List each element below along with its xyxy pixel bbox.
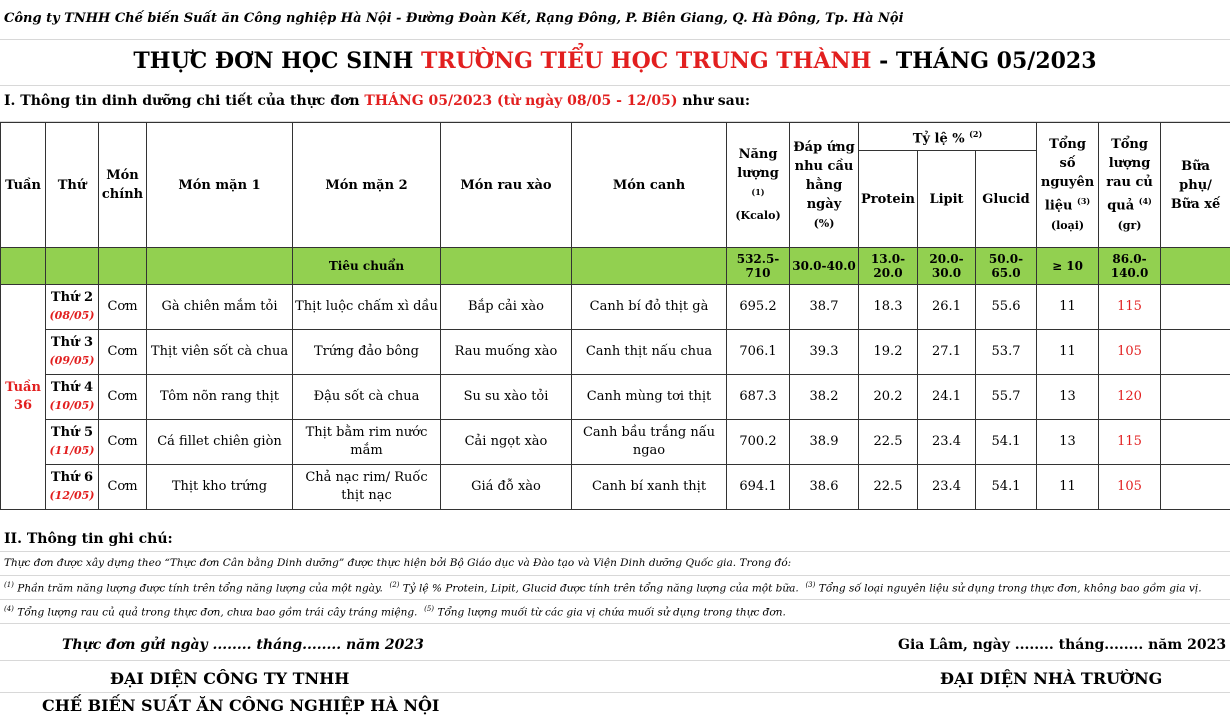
man-1: Gà chiên mắm tỏi [147, 285, 293, 330]
canh: Canh bí xanh thịt [572, 465, 727, 510]
need: 39.3 [790, 330, 859, 375]
rau-xao: Bắp cải xào [441, 285, 572, 330]
header-bua-phu: Bữa phụ/ Bữa xế [1161, 123, 1230, 248]
ingredients: 11 [1037, 465, 1099, 510]
lipit: 26.1 [918, 285, 976, 330]
man-2: Thịt bằm rim nước mắm [293, 420, 441, 465]
signature-titles [0, 664, 1230, 694]
standard-energy: 532.5-710 [727, 248, 790, 285]
canh: Canh mùng tơi thịt [572, 375, 727, 420]
signature-company [0, 694, 1230, 722]
glucid: 55.6 [976, 285, 1037, 330]
man-2: Đậu sốt cà chua [293, 375, 441, 420]
title-school: TRƯỜNG TIỂU HỌC TRUNG THÀNH [420, 48, 872, 74]
header-lipit: Lipit [918, 151, 976, 248]
section-1-heading [0, 86, 1230, 122]
main-dish: Cơm [99, 420, 147, 465]
glucid: 54.1 [976, 420, 1037, 465]
man-2: Thịt luộc chấm xì dầu [293, 285, 441, 330]
day-cell: Thứ 4 (10/05) [46, 375, 99, 420]
day-cell: Thứ 3 (09/05) [46, 330, 99, 375]
school-rep: ĐẠI DIỆN NHÀ TRƯỜNG [940, 669, 1163, 688]
section-1-highlight: THÁNG 05/2023 (từ ngày 08/05 - 12/05) [364, 93, 678, 109]
header-tuan: Tuần [1, 123, 46, 248]
table-row [1, 285, 1230, 330]
snack [1161, 330, 1230, 375]
standard-need: 30.0-40.0 [790, 248, 859, 285]
main-dish: Cơm [99, 285, 147, 330]
energy: 706.1 [727, 330, 790, 375]
energy: 687.3 [727, 375, 790, 420]
note-line-1: $^{(1)}$ Phần trăm năng lượng được tính trên tổng năng lượng của một ngày. $^{(2)}$ Tỷ lệ % Protein, Lipit, Glucid được tính trên tổng năng lượng của một bữa. $^{(3)}$ Tổng số loại nguyên liệu sử dụng trong thực đơn, không bao gồm gia vị. [0, 576, 1230, 600]
note-line-2: $^{(4)}$ Tổng lượng rau củ quả trong thực đơn, chưa bao gồm trái cây tráng miệng. $^{(5)}$ Tổng lượng muối từ các gia vị chứa muối sử dụng trong thực đơn. [0, 600, 1230, 624]
main-dish: Cơm [99, 375, 147, 420]
day-cell: Thứ 5 (11/05) [46, 420, 99, 465]
section-1-suffix: như sau: [677, 93, 751, 109]
snack [1161, 465, 1230, 510]
signature-dates [0, 630, 1230, 660]
section-1-prefix: I. Thông tin dinh dưỡng chi tiết của thực đơn [4, 93, 365, 109]
man-1: Thịt viên sốt cà chua [147, 330, 293, 375]
need: 38.9 [790, 420, 859, 465]
veg: 105 [1099, 330, 1161, 375]
need: 38.6 [790, 465, 859, 510]
standard-row [1, 248, 1230, 285]
lipit: 27.1 [918, 330, 976, 375]
table-row [1, 330, 1230, 375]
ingredients: 11 [1037, 330, 1099, 375]
protein: 22.5 [859, 420, 918, 465]
energy: 695.2 [727, 285, 790, 330]
week-label: Tuần 36 [1, 285, 46, 510]
veg: 115 [1099, 285, 1161, 330]
canh: Canh bầu trắng nấu ngao [572, 420, 727, 465]
protein: 20.2 [859, 375, 918, 420]
header-canh: Món canh [572, 123, 727, 248]
man-1: Cá fillet chiên giòn [147, 420, 293, 465]
standard-glucid: 50.0-65.0 [976, 248, 1037, 285]
rau-xao: Rau muống xào [441, 330, 572, 375]
section-2-heading: II. Thông tin ghi chú: [0, 526, 1230, 552]
snack [1161, 285, 1230, 330]
standard-protein: 13.0-20.0 [859, 248, 918, 285]
day-cell: Thứ 2 (08/05) [46, 285, 99, 330]
rau-xao: Cải ngọt xào [441, 420, 572, 465]
header-protein: Protein [859, 151, 918, 248]
protein: 19.2 [859, 330, 918, 375]
man-1: Tôm nõn rang thịt [147, 375, 293, 420]
man-2: Trứng đảo bông [293, 330, 441, 375]
header-rau-qua: Tổng lượng rau củ quả $^{(4)}$ (gr) [1099, 123, 1161, 248]
title-prefix: THỰC ĐƠN HỌC SINH [133, 48, 421, 74]
energy: 694.1 [727, 465, 790, 510]
header-glucid: Glucid [976, 151, 1037, 248]
gridline [0, 660, 1230, 661]
man-1: Thịt kho trứng [147, 465, 293, 510]
company-rep-line-1: ĐẠI DIỆN CÔNG TY TNHH [110, 669, 350, 688]
day-cell: Thứ 6 (12/05) [46, 465, 99, 510]
table-row [1, 420, 1230, 465]
header-nang-luong: Năng lượng $^{(1)}$ (Kcalo) [727, 123, 790, 248]
need: 38.7 [790, 285, 859, 330]
page-title [0, 40, 1230, 86]
note-intro: Thực đơn được xây dựng theo “Thực đơn Cân bằng Dinh dưỡng” được thực hiện bởi Bộ Giáo dục và Đào tạo và Viện Dinh dưỡng Quốc gia. Trong đó: [0, 552, 1230, 576]
need: 38.2 [790, 375, 859, 420]
header-rau-xao: Món rau xào [441, 123, 572, 248]
energy: 700.2 [727, 420, 790, 465]
header-mon-chinh: Món chính [99, 123, 147, 248]
veg: 120 [1099, 375, 1161, 420]
snack [1161, 375, 1230, 420]
lipit: 23.4 [918, 420, 976, 465]
man-2: Chả nạc rim/ Ruốc thịt nạc [293, 465, 441, 510]
protein: 18.3 [859, 285, 918, 330]
standard-ingredients: ≥ 10 [1037, 248, 1099, 285]
snack [1161, 420, 1230, 465]
company-address: Công ty TNHH Chế biến Suất ăn Công nghiệp Hà Nội - Đường Đoàn Kết, Rạng Đông, P. Biên Giang, Q. Hà Đông, Tp. Hà Nội [0, 0, 1230, 40]
main-dish: Cơm [99, 330, 147, 375]
header-dap-ung: Đáp ứng nhu cầu hằng ngày (%) [790, 123, 859, 248]
lipit: 23.4 [918, 465, 976, 510]
lipit: 24.1 [918, 375, 976, 420]
table-row [1, 375, 1230, 420]
rau-xao: Su su xào tỏi [441, 375, 572, 420]
rau-xao: Giá đỗ xào [441, 465, 572, 510]
header-man-2: Món mặn 2 [293, 123, 441, 248]
company-rep-line-2: CHẾ BIẾN SUẤT ĂN CÔNG NGHIỆP HÀ NỘI [42, 696, 440, 715]
standard-lipit: 20.0-30.0 [918, 248, 976, 285]
canh: Canh thịt nấu chua [572, 330, 727, 375]
main-dish: Cơm [99, 465, 147, 510]
title-suffix: - THÁNG 05/2023 [871, 48, 1097, 74]
veg: 105 [1099, 465, 1161, 510]
sent-date: Thực đơn gửi ngày ........ tháng........ năm 2023 [62, 637, 424, 653]
standard-veg: 86.0-140.0 [1099, 248, 1161, 285]
ingredients: 13 [1037, 420, 1099, 465]
header-man-1: Món mặn 1 [147, 123, 293, 248]
ingredients: 13 [1037, 375, 1099, 420]
header-nguyen-lieu: Tổng số nguyên liệu $^{(3)}$ (loại) [1037, 123, 1099, 248]
protein: 22.5 [859, 465, 918, 510]
menu-table [0, 122, 1230, 510]
glucid: 54.1 [976, 465, 1037, 510]
header-ty-le: Tỷ lệ % $^{(2)}$ [859, 123, 1037, 151]
place-date: Gia Lâm, ngày ........ tháng........ năm 2023 [898, 637, 1227, 653]
table-row [1, 465, 1230, 510]
ingredients: 11 [1037, 285, 1099, 330]
glucid: 53.7 [976, 330, 1037, 375]
header-thu: Thứ [46, 123, 99, 248]
glucid: 55.7 [976, 375, 1037, 420]
canh: Canh bí đỏ thịt gà [572, 285, 727, 330]
standard-label: Tiêu chuẩn [293, 248, 441, 285]
veg: 115 [1099, 420, 1161, 465]
